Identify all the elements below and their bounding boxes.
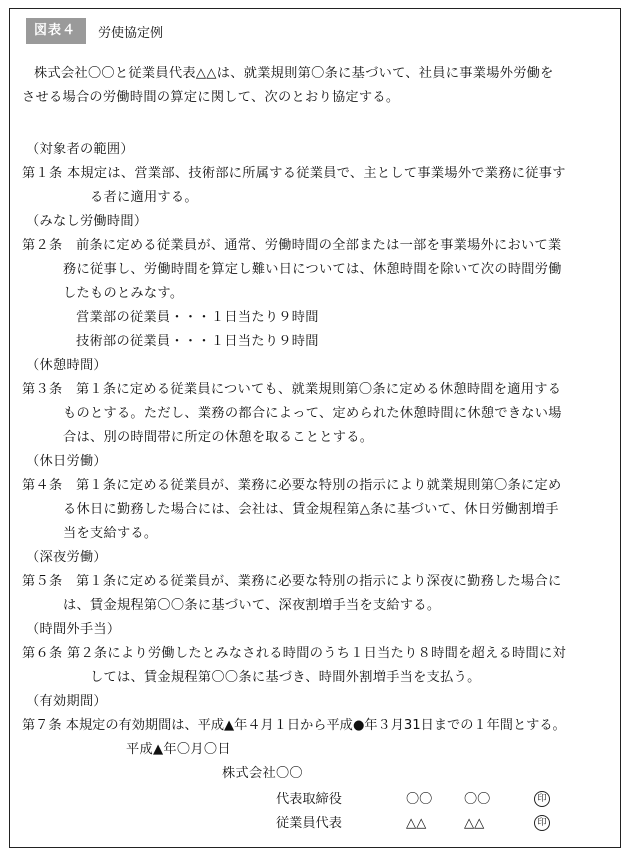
emp-title: 従業員代表 xyxy=(276,816,342,831)
figure-title: 労使協定例 xyxy=(98,25,164,41)
section-5-heading: （深夜労働） xyxy=(26,550,107,565)
article-5-line-2: は、賃金規程第〇〇条に基づいて、深夜割増手当を支給する。 xyxy=(63,598,441,613)
section-3-heading: （休憩時間） xyxy=(26,358,107,373)
article-2-tech-hours: 技術部の従業員・・・１日当たり９時間 xyxy=(76,334,319,349)
emp-name-b: △△ xyxy=(464,816,485,831)
agreement-date: 平成▲年〇月〇日 xyxy=(126,742,231,757)
article-7-line-1: 第７条 本規定の有効期間は、平成▲年４月１日から平成●年３月31日までの１年間とする。 xyxy=(22,718,566,733)
figure-header xyxy=(26,18,163,44)
emp-name-a: △△ xyxy=(406,816,427,831)
article-1-line-2: る者に適用する。 xyxy=(90,190,198,205)
section-7-heading: （有効期間） xyxy=(26,694,107,709)
section-6-heading: （時間外手当） xyxy=(26,622,121,637)
article-5-line-1: 第５条 第１条に定める従業員が、業務に必要な特別の指示により深夜に勤務した場合に xyxy=(22,574,562,589)
article-6-line-2: しては、賃金規程第〇〇条に基づき、時間外割増手当を支払う。 xyxy=(90,670,481,685)
rep-title: 代表取締役 xyxy=(276,792,342,807)
section-1-heading: （対象者の範囲） xyxy=(26,142,134,157)
signature-row-representative xyxy=(276,788,550,812)
seal-icon: 印 xyxy=(534,815,550,831)
section-4-heading: （休日労働） xyxy=(26,454,107,469)
article-3-line-1: 第３条 第１条に定める従業員についても、就業規則第〇条に定める休憩時間を適用する xyxy=(22,382,562,397)
article-3-line-2: ものとする。ただし、業務の都合によって、定められた休憩時間に休憩できない場 xyxy=(63,406,562,421)
article-2-line-3: したものとみなす。 xyxy=(63,286,184,301)
signature-row-employee xyxy=(276,812,550,836)
article-4-line-1: 第４条 第１条に定める従業員が、業務に必要な特別の指示により就業規則第〇条に定め xyxy=(22,478,562,493)
figure-label: 図表４ xyxy=(26,18,86,44)
article-6-line-1: 第６条 第２条により労働したとみなされる時間のうち１日当たり８時間を超える時間に対 xyxy=(22,646,566,661)
seal-icon: 印 xyxy=(534,791,550,807)
article-1-line-1: 第１条 本規定は、営業部、技術部に所属する従業員で、主として事業場外で業務に従事す xyxy=(22,166,566,181)
article-3-line-3: 合は、別の時間帯に所定の休憩を取ることとする。 xyxy=(63,430,374,445)
section-2-heading: （みなし労働時間） xyxy=(26,214,148,229)
article-2-line-1: 第２条 前条に定める従業員が、通常、労働時間の全部または一部を事業場外において業 xyxy=(22,238,562,253)
intro-line-2: させる場合の労働時間の算定に関して、次のとおり協定する。 xyxy=(22,90,400,105)
article-2-line-2: 務に従事し、労働時間を算定し難い日については、休憩時間を除いて次の時間労働 xyxy=(63,262,562,277)
article-2-sales-hours: 営業部の従業員・・・１日当たり９時間 xyxy=(76,310,319,325)
company-name: 株式会社〇〇 xyxy=(222,766,303,781)
article-4-line-3: 当を支給する。 xyxy=(63,526,158,541)
rep-name-a: 〇〇 xyxy=(406,792,433,807)
rep-name-b: 〇〇 xyxy=(464,792,491,807)
article-4-line-2: る休日に勤務した場合には、会社は、賃金規程第△条に基づいて、休日労働割増手 xyxy=(63,502,559,517)
intro-line-1: 株式会社〇〇と従業員代表△△は、就業規則第〇条に基づいて、社員に事業場外労働を xyxy=(34,66,554,81)
